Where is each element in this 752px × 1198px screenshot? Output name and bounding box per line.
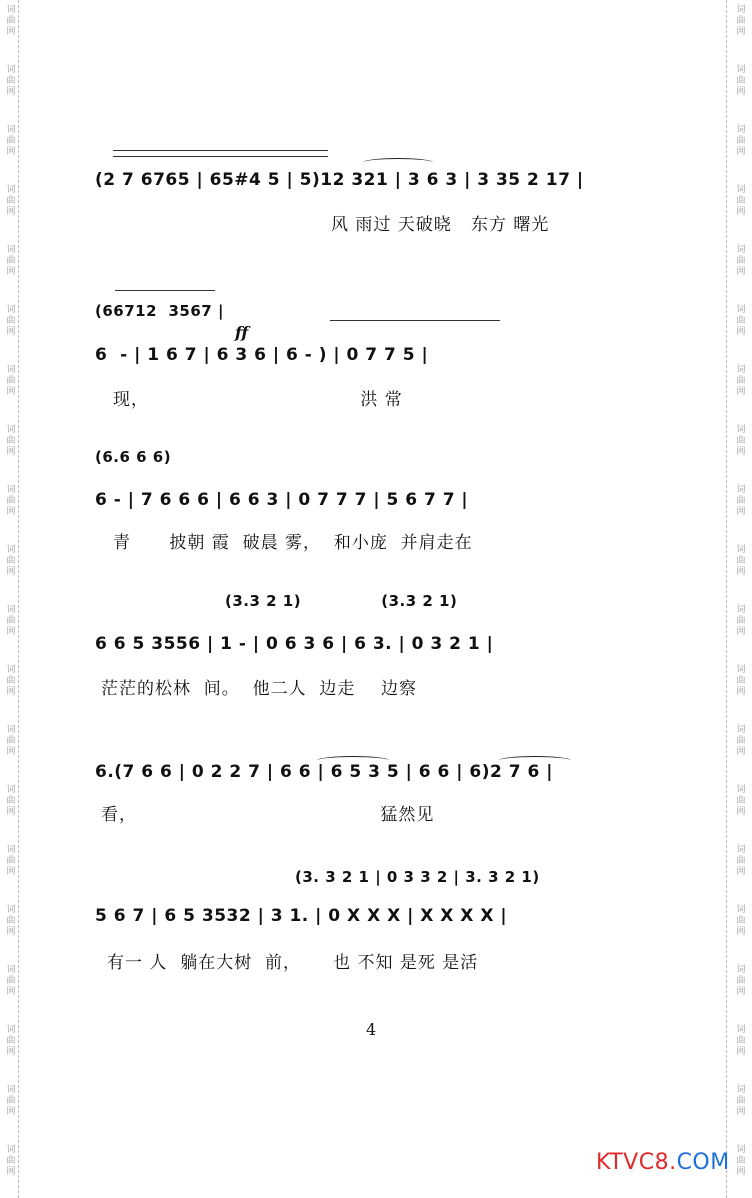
notation-line: 6 - | 7 6 6 6 | 6 6 3 | 0 7 7 7 | 5 6 7 7 |	[95, 490, 469, 510]
lyric-line: 看， 猛然见	[101, 805, 435, 825]
accompaniment-line: (66712 3567 |	[95, 302, 224, 320]
watermark-stamp: 词 曲 网	[736, 545, 746, 577]
watermark-stamp: 词 曲 网	[6, 305, 16, 337]
watermark-stamp: 词 曲 网	[6, 665, 16, 697]
notation-line: 5 6 7 | 6 5 3532 | 3 1. | 0 X X X | X X X X |	[95, 906, 508, 926]
lyric-line: 现， 洪 常	[113, 390, 403, 410]
page-number: 4	[366, 1020, 377, 1039]
watermark-stamp: 词 曲 网	[736, 125, 746, 157]
watermark-stamp: 词 曲 网	[6, 245, 16, 277]
notation-line: 6.(7 6 6 | 0 2 2 7 | 6 6 | 6 5 3 5 | 6 6 | 6)2 7 6 |	[95, 762, 553, 782]
notation-line: 6 - | 1 6 7 | 6 3 6 | 6 - ) | 0 7 7 5 |	[95, 345, 429, 365]
crescendo-hairpin-lower	[113, 156, 328, 157]
watermark-stamp: 词 曲 网	[736, 845, 746, 877]
notation-line: (2 7 6765 | 65#4 5 | 5)12 321 | 3 6 3 | 3 35 2 17 |	[95, 170, 584, 190]
watermark-stamp: 词 曲 网	[6, 65, 16, 97]
watermark-stamp: 词 曲 网	[736, 905, 746, 937]
dynamic-marking: ff	[235, 323, 249, 342]
site-logo	[596, 1150, 730, 1175]
accomp-hairpin	[115, 290, 215, 291]
logo-part-2: COM	[676, 1150, 730, 1175]
watermark-stamp: 词 曲 网	[6, 185, 16, 217]
watermark-stamp: 词 曲 网	[6, 5, 16, 37]
lyric-line: 有一 人 躺在大树 前， 也 不知 是死 是活	[107, 953, 479, 973]
watermark-stamp: 词 曲 网	[6, 785, 16, 817]
watermark-stamp: 词 曲 网	[6, 365, 16, 397]
notation-line: 6 6 5 3556 | 1 - | 0 6 3 6 | 6 3. | 0 3 2 1 |	[95, 634, 494, 654]
watermark-stamp: 词 曲 网	[736, 1025, 746, 1057]
watermark-stamp: 词 曲 网	[736, 245, 746, 277]
accompaniment-line: (3. 3 2 1 | 0 3 3 2 | 3. 3 2 1)	[295, 868, 540, 886]
slur-mark	[363, 158, 433, 167]
left-margin-rule	[18, 0, 33, 1198]
watermark-stamp: 词 曲 网	[6, 125, 16, 157]
watermark-stamp: 词 曲 网	[6, 425, 16, 457]
watermark-stamp: 词 曲 网	[6, 965, 16, 997]
lyric-line: 风 雨过 天破晓 东方 曙光	[331, 215, 550, 235]
accompaniment-line: (6.6 6 6)	[95, 448, 172, 466]
watermark-stamp: 词 曲 网	[6, 1025, 16, 1057]
watermark-stamp: 词 曲 网	[736, 365, 746, 397]
watermark-stamp: 词 曲 网	[6, 605, 16, 637]
watermark-stamp: 词 曲 网	[6, 1145, 16, 1177]
accompaniment-line: (3.3 2 1) (3.3 2 1)	[225, 592, 458, 610]
watermark-stamp: 词 曲 网	[736, 725, 746, 757]
lyric-line: 青 披朝 霞 破晨 雾， 和小庞 并肩走在	[113, 533, 473, 553]
watermark-stamp: 词 曲 网	[736, 785, 746, 817]
watermark-stamp: 词 曲 网	[736, 665, 746, 697]
watermark-stamp: 词 曲 网	[736, 185, 746, 217]
watermark-stamp: 词 曲 网	[736, 1145, 746, 1177]
watermark-stamp: 词 曲 网	[6, 725, 16, 757]
watermark-stamp: 词 曲 网	[736, 485, 746, 517]
logo-part-1: KTVC8.	[596, 1150, 677, 1175]
watermark-stamp: 词 曲 网	[736, 605, 746, 637]
watermark-stamp: 词 曲 网	[736, 1085, 746, 1117]
decrescendo-hairpin	[330, 320, 500, 321]
watermark-stamp: 词 曲 网	[736, 305, 746, 337]
crescendo-hairpin	[113, 150, 328, 151]
watermark-stamp: 词 曲 网	[6, 485, 16, 517]
watermark-stamp: 词 曲 网	[736, 425, 746, 457]
watermark-stamp: 词 曲 网	[6, 905, 16, 937]
watermark-stamp: 词 曲 网	[736, 5, 746, 37]
watermark-stamp: 词 曲 网	[6, 1085, 16, 1117]
watermark-stamp: 词 曲 网	[736, 965, 746, 997]
lyric-line: 茫茫的松林 间。 他二人 边走 边察	[101, 679, 418, 699]
watermark-stamp: 词 曲 网	[6, 545, 16, 577]
watermark-stamp: 词 曲 网	[6, 845, 16, 877]
watermark-stamp: 词 曲 网	[736, 65, 746, 97]
right-margin-rule	[726, 0, 741, 1198]
